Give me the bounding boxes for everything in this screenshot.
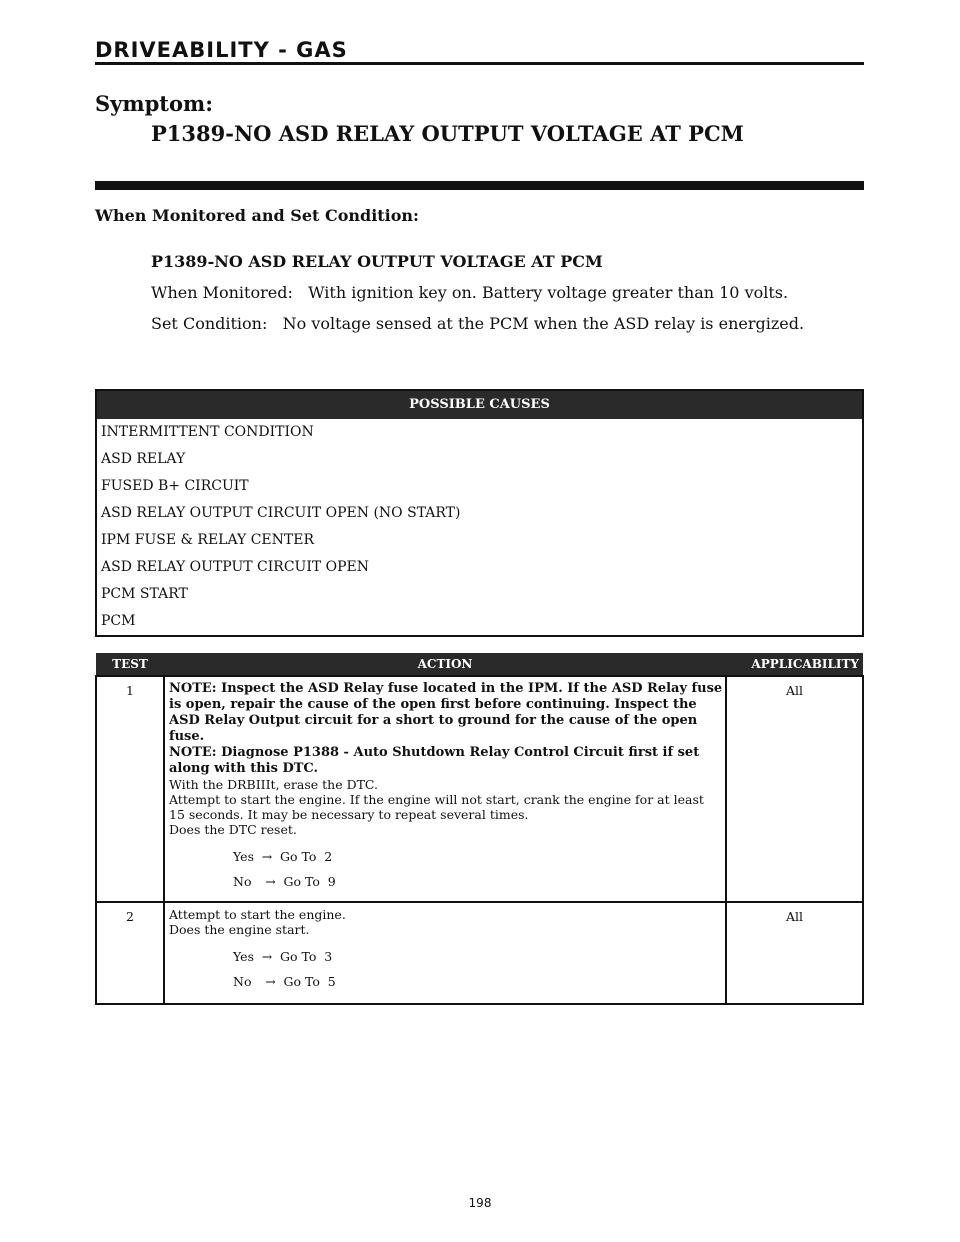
symptom-label: Symptom: (95, 91, 213, 116)
cause-item: PCM START (101, 586, 188, 602)
branch-answer: No (233, 874, 252, 889)
test-number: 2 (96, 902, 164, 1004)
possible-causes-heading: POSSIBLE CAUSES (97, 391, 862, 419)
test-note: NOTE: Inspect the ASD Relay fuse located in the IPM. If the ASD Relay fuse is open, repair the cause of the open first before continuing. Inspect the ASD Relay Output circuit for a short to ground for the cause of the open fuse. (169, 681, 723, 744)
action-column-header: ACTION (164, 653, 726, 676)
set-condition-line (151, 314, 804, 333)
page-number: 198 (468, 1196, 492, 1210)
monitor-heading: When Monitored and Set Condition: (95, 206, 419, 225)
yes-branch (169, 849, 723, 864)
table-row (96, 902, 863, 1004)
test-applicability: All (726, 676, 863, 902)
test-step: Does the engine start. (169, 922, 310, 937)
cause-item: INTERMITTENT CONDITION (101, 424, 314, 440)
branch-goto: Go To 5 (283, 974, 336, 989)
arrow-right-icon: → (265, 874, 276, 889)
test-applicability: All (726, 902, 863, 1004)
when-monitored-text: With ignition key on. Battery voltage greater than 10 volts. (308, 283, 789, 302)
test-number: 1 (96, 676, 164, 902)
set-condition-label: Set Condition: (151, 314, 268, 333)
arrow-right-icon: → (261, 949, 273, 964)
test-table (95, 653, 864, 1005)
test-step: With the DRBIIIt, erase the DTC. (169, 777, 379, 792)
cause-item: ASD RELAY OUTPUT CIRCUIT OPEN (101, 559, 370, 575)
cause-item: ASD RELAY (101, 451, 186, 467)
test-step: Attempt to start the engine. If the engine will not start, crank the engine for at least 15 seconds. It may be necessary to repeat several times. (169, 792, 704, 822)
section-divider-bar (95, 181, 864, 190)
test-table-header-row (96, 653, 863, 676)
applicability-column-header: APPLICABILITY (726, 653, 863, 676)
no-branch (169, 874, 723, 889)
table-row (96, 676, 863, 902)
test-column-header: TEST (96, 653, 164, 676)
symptom-title: P1389-NO ASD RELAY OUTPUT VOLTAGE AT PCM (151, 121, 744, 146)
branch-answer: No (233, 974, 252, 989)
cause-item: ASD RELAY OUTPUT CIRCUIT OPEN (NO START) (101, 505, 461, 521)
yes-branch (169, 949, 723, 964)
no-branch (169, 974, 723, 989)
arrow-right-icon: → (265, 974, 276, 989)
test-action (164, 902, 726, 1004)
test-step: Does the DTC reset. (169, 822, 297, 837)
test-note: NOTE: Diagnose P1388 - Auto Shutdown Relay Control Circuit first if set along with this DTC. (169, 745, 700, 776)
branch-goto: Go To 9 (283, 874, 336, 889)
dtc-name: P1389-NO ASD RELAY OUTPUT VOLTAGE AT PCM (151, 252, 603, 271)
set-condition-text: No voltage sensed at the PCM when the ASD relay is energized. (282, 314, 805, 333)
branch-goto: Go To 3 (279, 949, 333, 964)
branch-goto: Go To 2 (279, 849, 333, 864)
cause-item: IPM FUSE & RELAY CENTER (101, 532, 314, 548)
branch-answer: Yes (233, 949, 254, 964)
section-header: DRIVEABILITY - GAS (95, 38, 348, 62)
when-monitored-line (151, 283, 788, 302)
when-monitored-label: When Monitored: (151, 283, 293, 302)
branch-answer: Yes (233, 849, 254, 864)
test-action (164, 676, 726, 902)
possible-causes-box (95, 389, 864, 637)
cause-item: PCM (101, 613, 136, 629)
header-rule (95, 62, 864, 65)
cause-item: FUSED B+ CIRCUIT (101, 478, 249, 494)
arrow-right-icon: → (261, 849, 273, 864)
test-step: Attempt to start the engine. (169, 907, 346, 922)
